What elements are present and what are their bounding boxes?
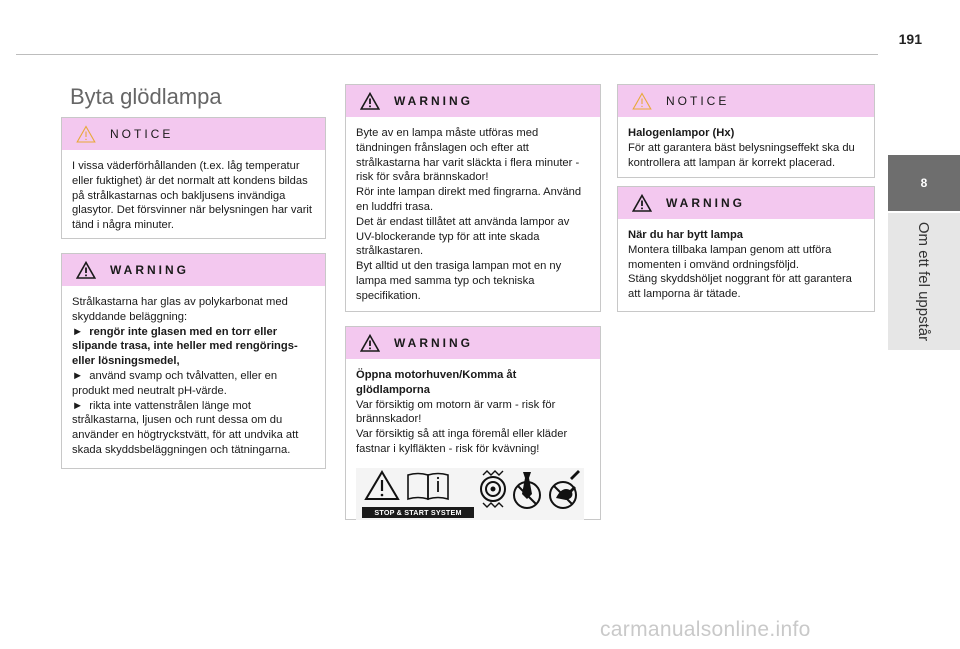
warning-triangle-icon <box>76 261 96 279</box>
warning-header <box>618 187 874 219</box>
warning-box-hood <box>345 326 601 520</box>
watermark: carmanualsonline.info <box>600 618 811 641</box>
notice-box-condensation <box>61 117 326 239</box>
warning-heading: WARNING <box>666 196 745 210</box>
notice-text: För att garantera bäst belysningseffekt ska du kontrollera att lampan är korrekt placerad. <box>628 141 855 169</box>
engine-warning-graphic <box>356 468 584 520</box>
warning-item-3: ► rikta inte vattenstrålen länge mot strålkastarna, ljusen och runt dessa om du använder en högtryckstvätt, för att undvika att skada skyddsbeläggningen och tätningarna. <box>72 399 299 456</box>
hot-coil-icon <box>481 471 505 507</box>
notice-triangle-icon <box>632 92 652 110</box>
manual-book-icon <box>408 473 448 499</box>
stop-start-label: STOP & START SYSTEM <box>362 507 474 518</box>
warning-item-1: ► rengör inte glasen med en torr eller slipande trasa, inte heller med rengörings- eller lösningsmedel, <box>72 325 298 368</box>
warning-header <box>346 327 600 359</box>
warning-triangle-icon <box>360 334 380 352</box>
fan-hazard-icon <box>550 470 580 508</box>
chapter-tab-number[interactable]: 8 <box>888 155 960 211</box>
warning-box-polycarbonate <box>61 253 326 469</box>
warning-header <box>346 85 600 117</box>
warning-text: Montera tillbaka lampan genom att utföra momenten i omvänd ordningsföljd. Stäng skyddshöljet noggrant för att garantera att lamporna är tätade. <box>628 243 852 301</box>
notice-title: Halogenlampor (Hx) <box>628 127 735 139</box>
warning-item-2: ► använd svamp och tvålvatten, eller en produkt med neutralt pH-värde. <box>72 369 278 397</box>
warning-text: Var försiktig om motorn är varm - risk för brännskador! Var försiktig så att inga föremål eller kläder fastnar i kylfläkten - risk för kvävning! <box>356 398 568 455</box>
warning-heading: WARNING <box>110 263 189 277</box>
section-title: Byta glödlampa <box>70 84 222 109</box>
chapter-tab-label[interactable] <box>888 213 960 350</box>
warning-title: När du har bytt lampa <box>628 229 744 241</box>
top-divider <box>16 54 878 55</box>
notice-header <box>618 85 874 117</box>
bullet-icon: ► <box>72 369 84 382</box>
notice-triangle-icon <box>76 125 96 143</box>
notice-text: I vissa väderförhållanden (t.ex. låg temperatur eller fuktighet) är det normalt att kondens bildas på strålkastarnas och bakljusens invändiga glasytor. Det försvinner när belysningen har varit tänd i några minuter. <box>72 160 313 232</box>
no-tie-icon <box>514 472 540 508</box>
warning-triangle-icon <box>366 472 398 499</box>
warning-header <box>62 254 325 286</box>
page-number: 191 <box>898 31 922 47</box>
notice-heading: NOTICE <box>666 94 730 108</box>
bullet-icon: ► <box>72 325 84 338</box>
notice-heading: NOTICE <box>110 127 174 141</box>
warning-box-lamp-change <box>345 84 601 312</box>
warning-heading: WARNING <box>394 336 473 350</box>
warning-title: Öppna motorhuven/Komma åt glödlamporna <box>356 369 517 396</box>
notice-header <box>62 118 325 150</box>
chapter-tab-text: Om ett fel uppstår <box>915 221 933 342</box>
warning-box-after-change <box>617 186 875 312</box>
notice-box-halogen <box>617 84 875 178</box>
warning-intro: Strålkastarna har glas av polykarbonat med skyddande beläggning: <box>72 296 288 323</box>
warning-text: Byte av en lampa måste utföras med tändningen frånslagen och efter att strålkastarna har varit släckta i flera minuter - risk för svåra brännskador! Rör inte lampan direkt med fingrarna. Använd en luddfri trasa. Det är endast tillåtet att använda lampor av UV-blockerande typ för att inte skada strålkastaren. Byt alltid ut den trasiga lampan mot en ny lampa med samma typ och tekniska specifikation. <box>356 127 582 302</box>
warning-heading: WARNING <box>394 94 473 108</box>
bullet-icon: ► <box>72 399 84 412</box>
warning-triangle-icon <box>360 92 380 110</box>
warning-triangle-icon <box>632 194 652 212</box>
